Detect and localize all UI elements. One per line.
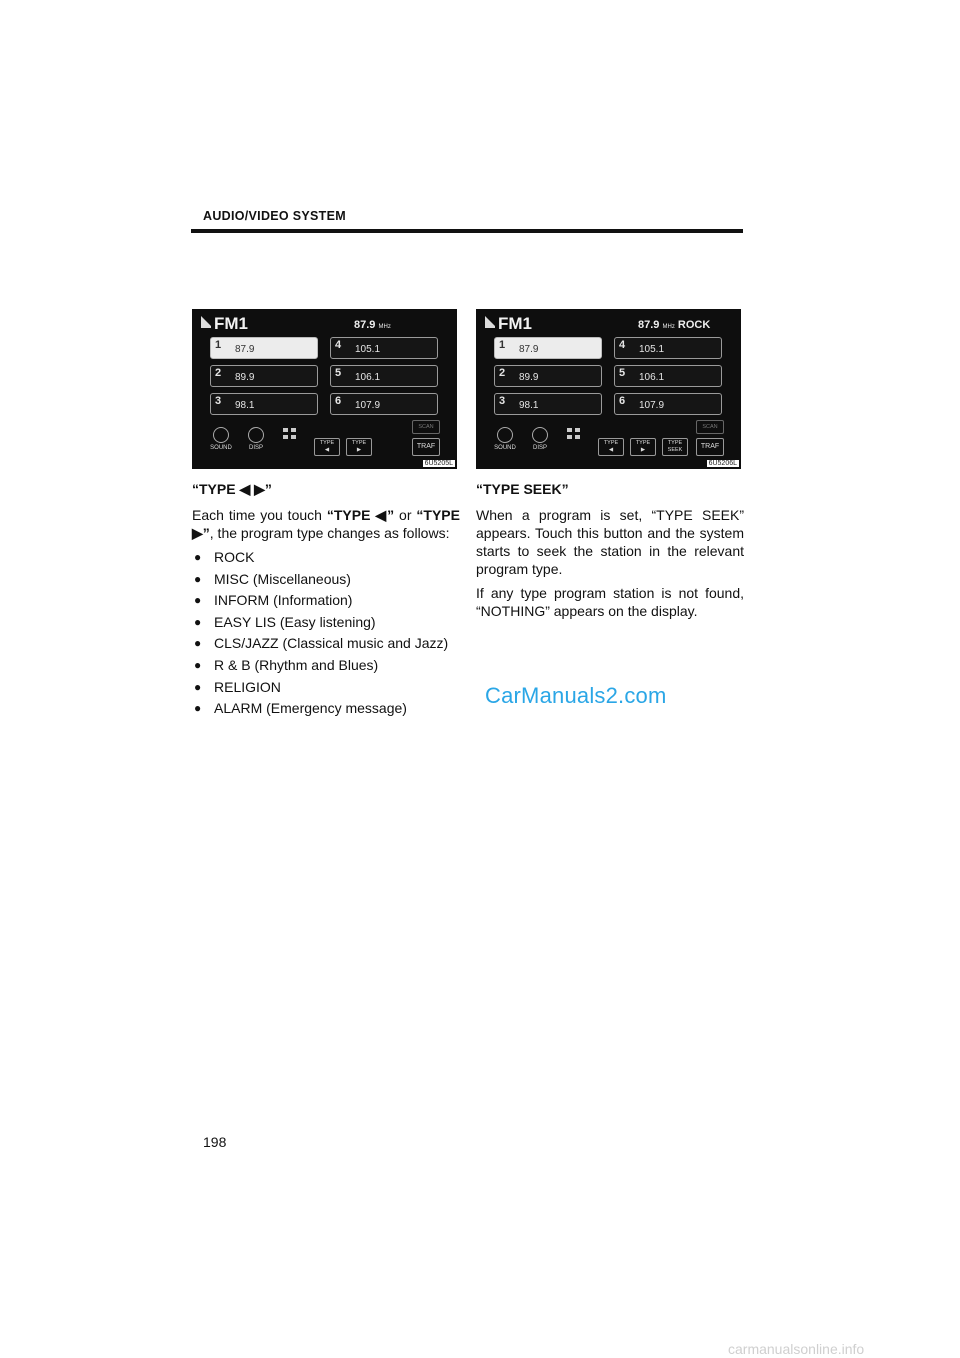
- list-item: ● EASY LIS (Easy listening): [192, 613, 460, 631]
- site-watermark: carmanualsonline.info: [728, 1341, 865, 1357]
- display-icon: [248, 427, 264, 443]
- program-type-list: [192, 548, 460, 717]
- page-number: 198: [203, 1134, 227, 1150]
- preset-button-3[interactable]: 3 98.1: [494, 393, 602, 415]
- list-item: ● CLS/JAZZ (Classical music and Jazz): [192, 634, 460, 652]
- list-item: ● ROCK: [192, 548, 460, 566]
- list-item: ● MISC (Miscellaneous): [192, 570, 460, 588]
- scan-button[interactable]: SCAN: [696, 420, 724, 434]
- preset-button-2[interactable]: 2 89.9: [494, 365, 602, 387]
- type-next-button[interactable]: TYPE ▶: [346, 438, 372, 456]
- sound-icon: [497, 427, 513, 443]
- sound-button[interactable]: SOUND: [494, 445, 516, 451]
- program-type-label: ROCK: [677, 319, 711, 331]
- band-label: FM1: [498, 314, 532, 333]
- list-item: ● ALARM (Emergency message): [192, 699, 460, 717]
- type-prev-button[interactable]: TYPE ◀: [598, 438, 624, 456]
- section-title: AUDIO/VIDEO SYSTEM: [203, 209, 346, 223]
- frequency-display: 87.9 MHz ROCK: [638, 319, 711, 331]
- list-item: ● INFORM (Information): [192, 591, 460, 609]
- antenna-icon: [484, 315, 496, 329]
- preset-button-3[interactable]: 3 98.1: [210, 393, 318, 415]
- frequency-display: 87.9 MHz: [354, 319, 391, 331]
- radio-screen-right: [476, 309, 741, 469]
- type-seek-section: [476, 480, 744, 626]
- type-intro: Each time you touch “TYPE ◀” or “TYPE ▶”, the program type changes as follows:: [192, 507, 460, 541]
- display-icon: [532, 427, 548, 443]
- type-section: [192, 480, 460, 721]
- radio-screen-left: [192, 309, 457, 469]
- watermark-text: CarManuals2.com: [485, 683, 667, 708]
- antenna-icon: [200, 315, 212, 329]
- preset-button-4[interactable]: 4 105.1: [330, 337, 438, 359]
- type-heading: “TYPE ◀ ▶”: [192, 481, 272, 497]
- preset-button-5[interactable]: 5 106.1: [330, 365, 438, 387]
- preset-button-6[interactable]: 6 107.9: [330, 393, 438, 415]
- list-item: ● R & B (Rhythm and Blues): [192, 656, 460, 674]
- traf-button[interactable]: TRAF: [696, 438, 724, 456]
- figure-code: 6U5206L: [708, 460, 737, 467]
- band-label: FM1: [214, 314, 248, 333]
- grid-icon: [282, 427, 298, 445]
- header-rule: [191, 229, 743, 233]
- preset-button-4[interactable]: 4 105.1: [614, 337, 722, 359]
- type-seek-button[interactable]: TYPE SEEK: [662, 438, 688, 456]
- preset-button-1[interactable]: 1 87.9: [210, 337, 318, 359]
- type-prev-button[interactable]: TYPE ◀: [314, 438, 340, 456]
- preset-button-2[interactable]: 2 89.9: [210, 365, 318, 387]
- sound-button[interactable]: SOUND: [210, 445, 232, 451]
- grid-icon: [566, 427, 582, 445]
- preset-button-1[interactable]: 1 87.9: [494, 337, 602, 359]
- type-seek-paragraph: When a program is set, “TYPE SEEK” appears. Touch this button and the system starts to seek the station in the relevant program type.: [476, 507, 744, 577]
- disp-button[interactable]: DISP: [532, 445, 547, 451]
- list-item: ● RELIGION: [192, 678, 460, 696]
- type-seek-heading: “TYPE SEEK”: [476, 481, 569, 497]
- nothing-paragraph: If any type program station is not found, “NOTHING” appears on the display.: [476, 585, 744, 619]
- preset-button-6[interactable]: 6 107.9: [614, 393, 722, 415]
- sound-icon: [213, 427, 229, 443]
- disp-button[interactable]: DISP: [248, 445, 263, 451]
- figure-code: 6U5205L: [424, 460, 453, 467]
- scan-button[interactable]: SCAN: [412, 420, 440, 434]
- type-next-button[interactable]: TYPE ▶: [630, 438, 656, 456]
- preset-button-5[interactable]: 5 106.1: [614, 365, 722, 387]
- traf-button[interactable]: TRAF: [412, 438, 440, 456]
